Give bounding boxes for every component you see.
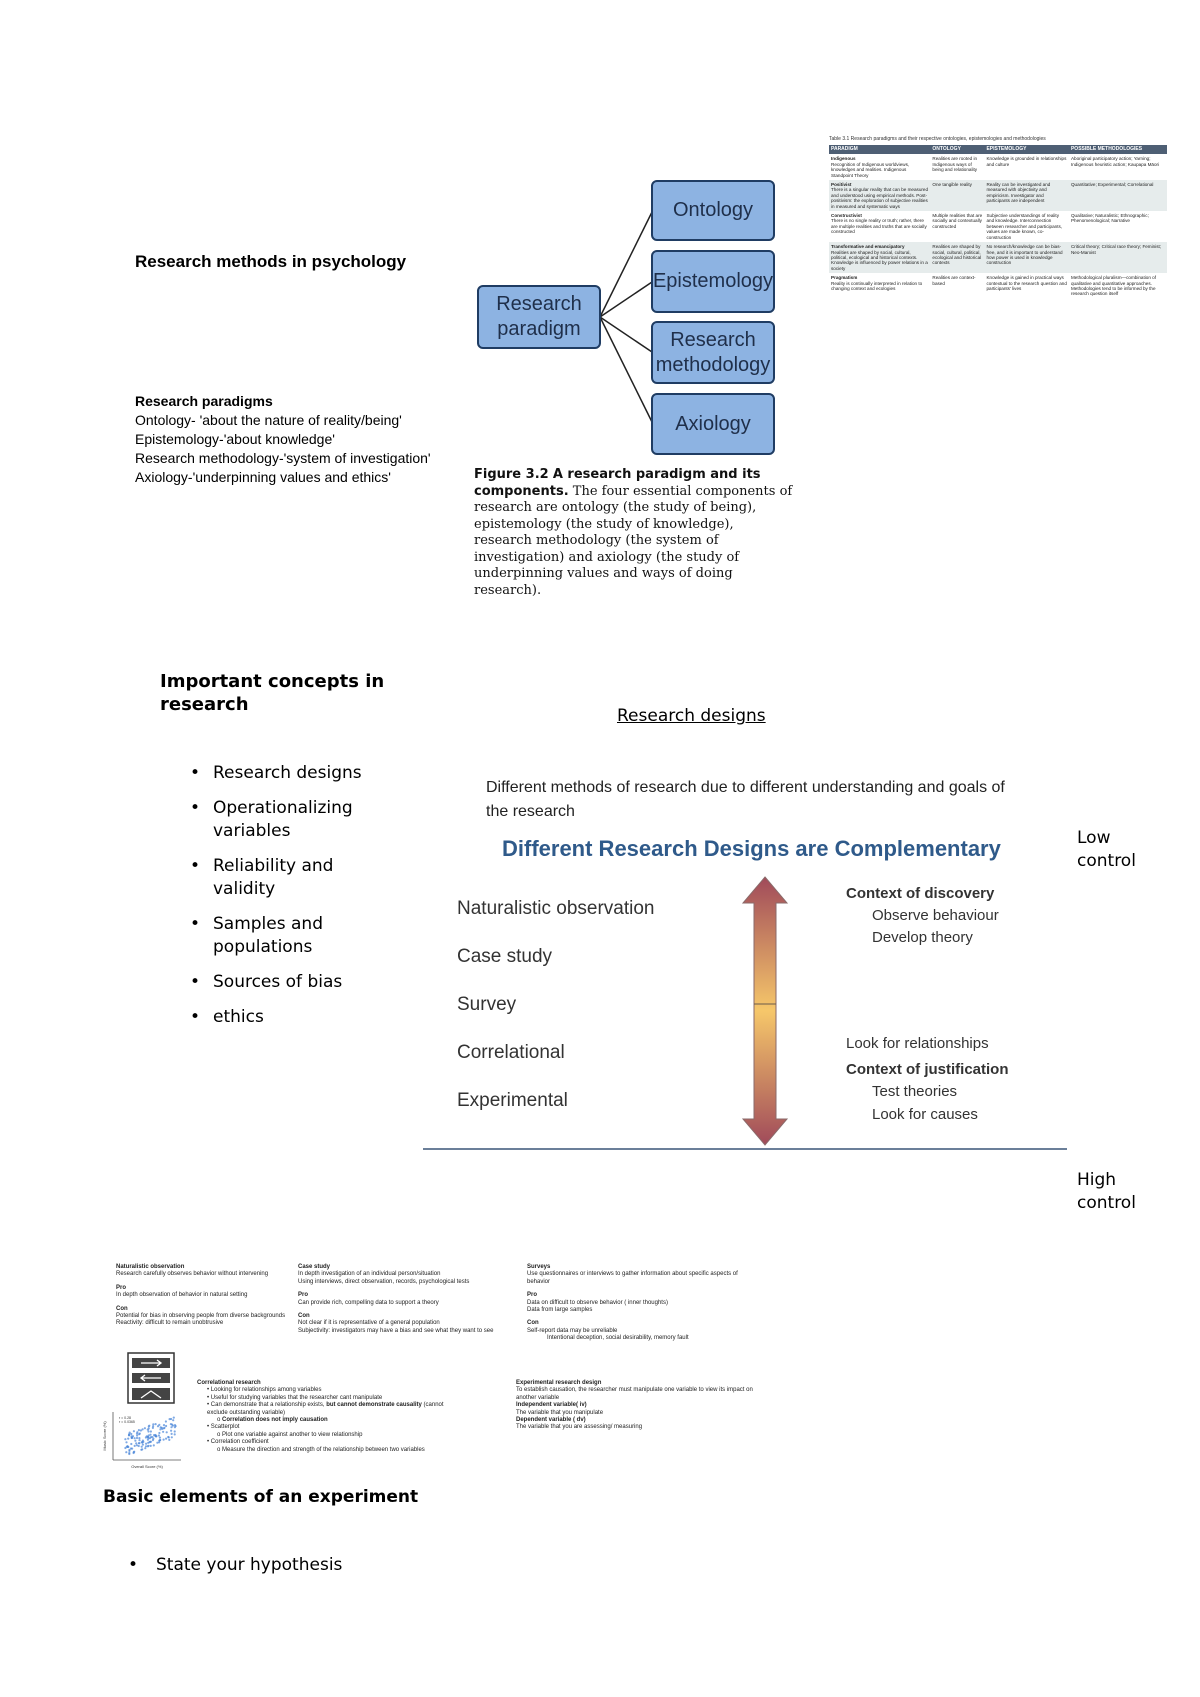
scatter-point [155,1435,157,1437]
list-item: • Samples and populations [190,913,390,959]
paradigm-line: Ontology- 'about the nature of reality/being' [135,412,402,428]
list-item: State your hypothesis [156,1555,343,1575]
scatter-point [148,1427,150,1429]
scatter-point [136,1432,138,1434]
table-header: ONTOLOGY [930,145,984,154]
scatter-point [140,1429,142,1431]
scatter-point [141,1441,143,1443]
scatter-point [135,1442,137,1444]
scatter-xlabel: Overall Score (%) [131,1464,163,1469]
scatter-legend: r = 0.28 [119,1416,131,1420]
scatter-point [156,1442,158,1444]
scatter-point [147,1430,149,1432]
design-naturalistic: Naturalistic observation [457,898,655,919]
scatter-point [138,1442,140,1444]
scatter-point [134,1440,136,1442]
naturalistic-notes: Naturalistic observation Research carefully observes behavior without intervening Pro In depth observation of behavior in natural setting Con Potential for bias in observing people from diverse backgrounds Reactivity: difficult to remain unobtrusive [116,1264,286,1327]
scatter-point [138,1437,140,1439]
scatter-point [147,1445,149,1447]
scatter-point [173,1417,175,1419]
scatter-point [138,1433,140,1435]
scatter-point [171,1436,173,1438]
paradigm-line: Epistemology-'about knowledge' [135,431,335,447]
connector-line [600,317,652,352]
designs-title: Research designs [617,706,766,726]
scatter-point [174,1433,176,1435]
scatter-point [126,1446,128,1448]
scatter-point [145,1443,147,1445]
scatter-point [165,1420,167,1422]
scatter-point [152,1439,154,1441]
paradigm-line: Research methodology-'system of investigation' [135,450,431,466]
paradigm-root-box: Research paradigm [477,285,601,349]
scatter-point [170,1423,172,1425]
design-case-study: Case study [457,946,553,967]
scatter-point [133,1430,135,1432]
figure-caption-bold: A research paradigm and its components. [474,467,761,499]
scatter-point [155,1423,157,1425]
scatter-point [158,1434,160,1436]
scatter-point [131,1437,133,1439]
scatter-point [149,1441,151,1443]
list-item: • Research designs [190,762,390,785]
scatter-point [136,1437,138,1439]
paradigms-heading: Research paradigms [135,393,273,409]
scatter-point [128,1434,130,1436]
scatter-point [153,1444,155,1446]
discovery-item: Develop theory [872,929,973,946]
design-survey: Survey [457,994,517,1015]
scatter-point [138,1439,140,1441]
table-caption: Table 3.1 Research paradigms and their respective ontologies, epistemologies and methodologies [829,136,1046,142]
ontology-box: Ontology [651,180,775,241]
scatter-point [136,1434,138,1436]
scatter-point [130,1443,132,1445]
double-arrow-icon [740,875,790,1147]
table-row: Indigenous Recognition of Indigenous worldviews, knowledges and realities. Indigenous Standpoint Theory Realities are rooted in Indigenous ways of being and relationality Knowledge is grounded in relationships and culture Aboriginal participatory action; Yarning; Indigenous heuristic action; Kaupapa Māori [831,156,1160,178]
scatter-point [124,1438,126,1440]
scatter-point [134,1437,136,1439]
scatter-point [165,1425,167,1427]
discovery-item: Observe behaviour [872,907,999,924]
table-row: Constructivist There is no single reality or truth; rather, there are multiple realities and truths that are socially constructed Multiple realities that are socially and contextually constructed Subjective understandings of reality and knowledge. Interconnection between researcher and participants, values are made known, co-construction Qualitative; Naturalistic; Ethnographic; Phenomenological; Narrative [831,213,1149,240]
concepts-list [190,762,390,1041]
scatter-point [150,1430,152,1432]
scatter-point [172,1419,174,1421]
scatter-point [125,1451,127,1453]
paradigm-line: Axiology-'underpinning values and ethics' [135,469,391,485]
scatter-point [170,1418,172,1420]
scatter-point [147,1439,149,1441]
scatter-point [167,1436,169,1438]
scatter-point [138,1429,140,1431]
case-study-notes: Case study In depth investigation of an individual person/situation Using interviews, direct observation, records, psychological tests Pro Can provide rich, compelling data to support a theory Con Not clear if it is representative of a general population Subjectivity: investigators may have a bias and see what they want to see [298,1264,494,1334]
scatter-plot [103,1410,183,1470]
list-item: • Reliability and validity [190,855,390,901]
justification-item: Look for causes [872,1106,978,1123]
scatter-point [163,1439,165,1441]
scatter-point [125,1441,127,1443]
low-control-label: Low control [1077,828,1136,871]
table-header: PARADIGM [829,145,930,154]
design-correlational: Correlational [457,1042,565,1063]
scatter-point [131,1448,133,1450]
design-experimental: Experimental [457,1090,568,1111]
methodology-box: Research methodology [651,321,775,384]
scatter-point [174,1424,176,1426]
figure-caption-text: The four essential components of research are ontology (the study of being), epistemology (the study of knowledge), research methodology (the system of investigation) and axiology (the study of underpinning values and ways of doing research). [474,483,793,598]
table-header-row [829,145,1167,154]
scatter-point [174,1426,176,1428]
scatter-point [159,1437,161,1439]
designs-heading: Different Research Designs are Complementary [502,836,1001,861]
scatter-point [136,1444,138,1446]
connector-line [600,317,652,422]
scatter-point [172,1425,174,1427]
scatter-point [128,1449,130,1451]
figure-caption [474,467,794,599]
scatter-point [161,1428,163,1430]
scatter-point [148,1434,150,1436]
table-header: POSSIBLE METHODOLOGIES [1069,145,1167,154]
page-title: Research methods in psychology [135,252,407,271]
paradigms-notes [135,392,431,487]
table-row: Positivist There is a singular reality that can be measured and understood using empirical methods. Post-positivism: the exploration of subjective realities in measured and systematic ways One tangible reality Reality can be investigated and measured with objectivity and empiricism. Investigator and participants are independent Quantitative; Experimental; Correlational [829,180,1167,211]
scatter-point [141,1446,143,1448]
scatter-point [168,1439,170,1441]
scatter-point [159,1439,161,1441]
scatter-point [134,1445,136,1447]
table-row: Pragmatism Reality is continually interpreted in relation to changing context and ecologies Realities are context-based Knowledge is gained in practical ways contextual to the research question and participants' lives Methodological pluralism—combination of qualitative and quantitative approaches. Methodologies tend to be informed by the research question itself [831,275,1156,297]
experimental-notes: Experimental research design To establish causation, the researcher must manipulate one variable to view its impact on another variable Independent variable( iv) The variable that you manipulate Dependent variable ( dv) The variable that you are assessing/ measuring [516,1380,753,1431]
scatter-point [145,1445,147,1447]
scatter-point [144,1447,146,1449]
basic-elements-title: Basic elements of an experiment [103,1487,419,1507]
connector-line [600,282,652,317]
epistemology-box: Epistemology [651,250,775,313]
scatter-point [130,1433,132,1435]
concepts-title: Important concepts in research [160,671,385,715]
scatter-point [150,1436,152,1438]
designs-subtitle: Different methods of research due to different understanding and goals of the research [486,779,1005,820]
paradigms-table [829,136,1167,360]
scatter-point [171,1433,173,1435]
scatter-ylabel: Music Score (%) [102,1421,107,1451]
list-item: • Operationalizing variables [190,797,390,843]
discovery-title: Context of discovery [846,885,995,902]
scatter-point [174,1430,176,1432]
scatter-point [142,1440,144,1442]
scatter-point [150,1445,152,1447]
justification-title: Context of justification [846,1061,1009,1078]
scatter-point [157,1425,159,1427]
relationships-text: Look for relationships [846,1035,989,1052]
scatter-point [163,1424,165,1426]
axiology-box: Axiology [651,393,775,455]
scatter-point [165,1438,167,1440]
scatter-point [152,1423,154,1425]
designs-divider [423,1148,1067,1150]
surveys-notes: Surveys Use questionnaires or interviews to gather information about specific aspects of behavior Pro Data on difficult to observe behavior ( inner thoughts) Data from large samples Con Self-report data may be unreliable Intentional deception, social desirability, memory fault [527,1264,738,1342]
scatter-point [133,1452,135,1454]
correlational-notes: Correlational research • Looking for relationships among variables • Useful for studying variables that the researcher cant manipulate • Can demonstrate that a relationship exists, but cannot demonstrate causality (cannot exclude outstanding variable) o Correlation does not imply causation • Scatterplot o Plot one variable against another to view relationship • Correlation coefficient o Measure the direction and strength of the relationship between two variables [197,1380,444,1453]
table-header: EPISTEMOLOGY [984,145,1069,154]
high-control-label: High control [1077,1170,1136,1213]
scatter-point [152,1425,154,1427]
scatter-point [145,1436,147,1438]
list-item: • Sources of bias [190,971,390,994]
scatter-point [158,1432,160,1434]
justification-item: Test theories [872,1083,958,1100]
bullet: • [128,1555,139,1575]
table-row: Transformative and emancipatory Realities are shaped by social, cultural, political, ecological and historical contexts. Knowledge is influenced by power relations in a society Realities are shaped by social, cultural, political, ecological and historical contexts No research/knowledge can be bias-free, and it is important to understand how power is used in knowledge construction Critical theory; Critical race theory; Feminist; Neo-Marxist [829,242,1167,273]
figure-label: Figure 3.2 [474,467,549,482]
scatter-point [142,1444,144,1446]
scatter-point [144,1427,146,1429]
scatter-legend: r = 0.0365 [119,1420,135,1424]
scatter-point [148,1425,150,1427]
scatter-point [127,1438,129,1440]
scatter-point [128,1452,130,1454]
variables-diagram-icon [127,1352,175,1404]
list-item: • ethics [190,1006,390,1029]
scatter-point [166,1431,168,1433]
scatter-point [141,1448,143,1450]
scatter-point [162,1431,164,1433]
connector-line [600,212,652,317]
scatter-point [170,1430,172,1432]
